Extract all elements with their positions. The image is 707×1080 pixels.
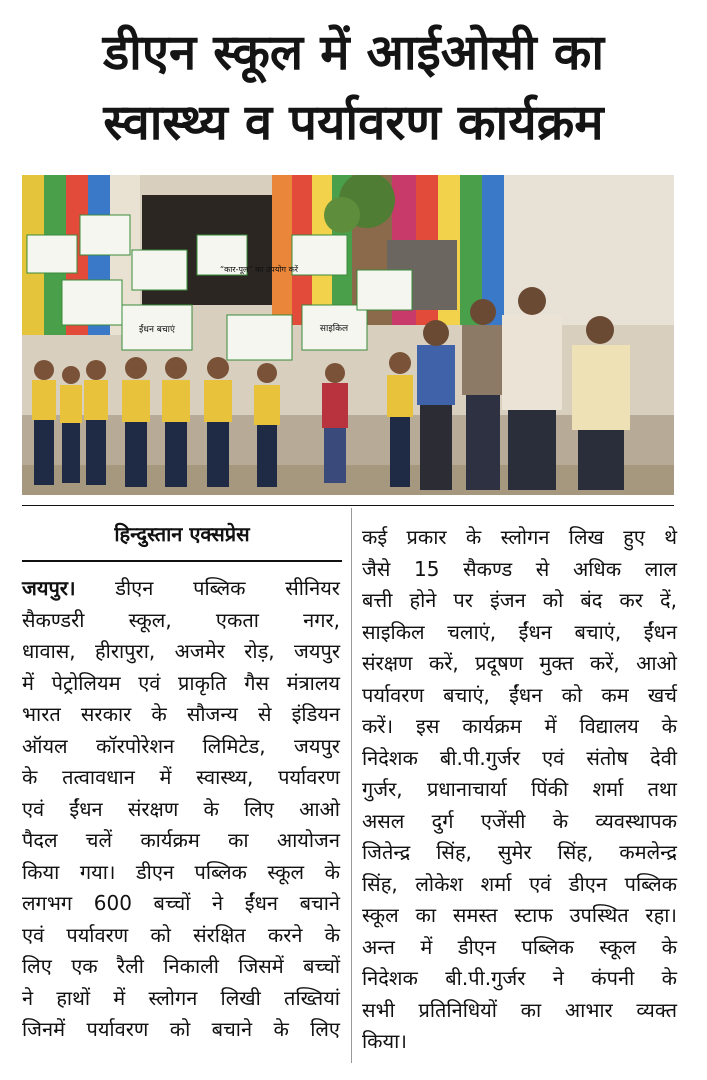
article-line: लगभग 600 बच्चों ने ईंधन बचाने	[22, 891, 340, 915]
source-label: हिन्दुस्तान एक्सप्रेस	[114, 522, 250, 546]
article-line: किया गया। डीएन पब्लिक स्कूल के	[22, 859, 340, 884]
article-line: स्कूल का समस्त स्टाफ उपस्थित रहा।	[362, 903, 677, 927]
article-line: ने हाथों में स्लोगन लिखी तख्तियां	[22, 985, 340, 1010]
article-line: निदेशक बी.पी.गुर्जर ने कंपनी के	[362, 966, 677, 990]
placard-4: साइकिल	[319, 324, 349, 334]
article-line: लिए एक रैली निकाली जिसमें बच्चों	[22, 954, 340, 978]
headline-line-2: स्वास्थ्य व पर्यावरण कार्यक्रम	[103, 94, 604, 151]
top-rule	[22, 505, 674, 506]
article-line: गुर्जर, प्रधानाचार्या पिंकी शर्मा तथा	[362, 777, 677, 801]
article-line: असल दुर्ग एजेंसी के व्यवस्थापक	[362, 808, 677, 833]
article-line: पैदल चलें कार्यक्रम का आयोजन	[22, 828, 340, 852]
article-line	[22, 573, 340, 605]
article-line: किया।	[362, 1029, 407, 1053]
article-line: जैसे 15 सैकण्ड से अधिक लाल	[362, 556, 677, 581]
article-line: साइकिल चलाएं, ईंधन बचाएं, ईंधन	[362, 619, 677, 644]
article-line: ऑयल कॉरपोरेशन लिमिटेड, जयपुर	[22, 733, 340, 758]
article-line: एवं ईंधन संरक्षण के लिए आओ	[22, 796, 340, 821]
article-line: सैकण्डरी स्कूल, एकता नगर,	[22, 607, 340, 632]
column-divider	[351, 508, 352, 1063]
article-line: बत्ती होने पर इंजन को बंद कर दें,	[362, 588, 677, 612]
article-line: पर्यावरण बचाएं, ईंधन को कम खर्च	[362, 682, 677, 707]
placard-1: ईंधन बचाएं	[139, 325, 175, 335]
article-line: सिंह, लोकेश शर्मा एवं डीएन पब्लिक	[362, 871, 677, 896]
article-line: निदेशक बी.पी.गुर्जर एवं संतोष देवी	[362, 745, 677, 770]
article-line: सभी प्रतिनिधियों का आभार व्यक्त	[362, 997, 677, 1022]
headline	[0, 18, 707, 158]
article-line: भारत सरकार के सौजन्य से इंडियन	[22, 702, 340, 726]
article-line: कई प्रकार के स्लोगन लिख हुए थे	[362, 525, 677, 549]
headline-line-1: डीएन स्कूल में आईओसी का	[102, 24, 605, 81]
article-line-text: डीएन पब्लिक सीनियर	[75, 576, 340, 600]
article-line: जितेन्द्र सिंह, सुमेर सिंह, कमलेन्द्र	[362, 840, 677, 864]
source-rule	[22, 560, 342, 562]
news-photo	[22, 175, 674, 495]
article-line: अन्त में डीएन पब्लिक स्कूल के	[362, 934, 677, 959]
dateline: जयपुर।	[22, 576, 76, 600]
article-line: एवं पर्यावरण को संरक्षित करने के	[22, 922, 340, 947]
article-line: संरक्षण करें, प्रदूषण मुक्त करें, आओ	[362, 651, 677, 675]
placard-2: “कार-पूल” का उपयोग करें	[219, 265, 299, 274]
article-column-left	[22, 573, 340, 1046]
article-line: के तत्वावधान में स्वास्थ्य, पर्यावरण	[22, 765, 340, 789]
article-line: में पेट्रोलियम एवं प्राकृति गैस मंत्रालय	[22, 670, 340, 695]
article-line: जिनमें पर्यावरण को बचाने के लिए	[22, 1017, 340, 1041]
article-line: करें। इस कार्यक्रम में विद्यालय के	[362, 714, 677, 738]
photo-illustration	[22, 175, 674, 495]
article-line: धावास, हीरापुरा, अजमेर रोड़, जयपुर	[22, 639, 340, 663]
article-column-right	[362, 522, 677, 1058]
